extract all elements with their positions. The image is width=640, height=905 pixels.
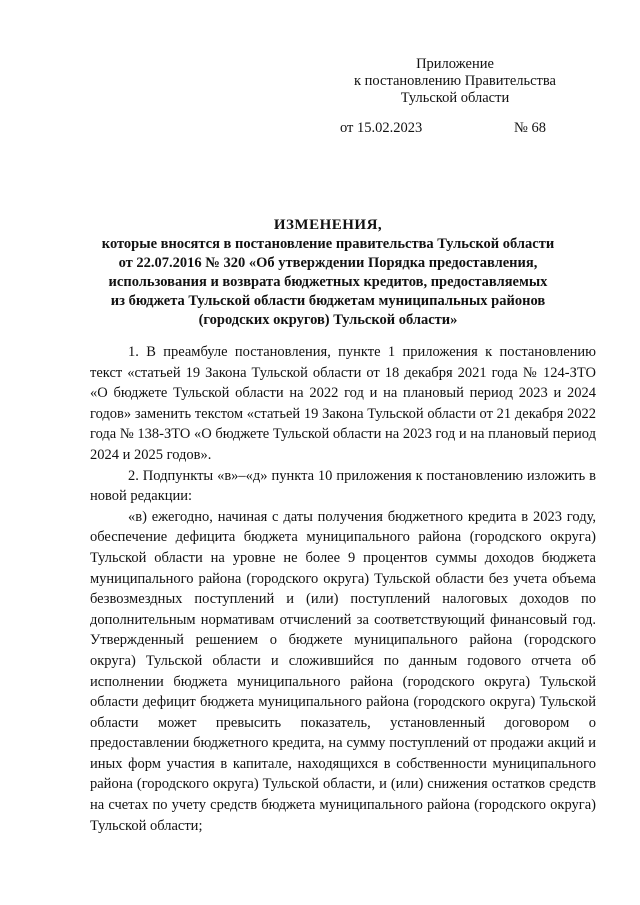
appendix-header xyxy=(330,56,580,107)
title-line-3: использования и возврата бюджетных кредитов, предоставляемых xyxy=(108,274,548,290)
title-line-5: (городских округов) Тульской области» xyxy=(198,312,458,328)
document-number: № 68 xyxy=(514,120,546,136)
body-paragraph-1: 1. В преамбуле постановления, пункте 1 приложения к постановлению текст «статьей 19 Закона Тульской области от 18 декабря 2021 года № 124-ЗТО «О бюджете Тульской области на 2022 год и на плановый период 2023 и 2024 годов» заменить текстом «статьей 19 Закона Тульской области от 21 декабря 2022 года № 138-ЗТО «О бюджете Тульской области на 2023 год и на плановый период 2024 и 2025 годов». xyxy=(90,344,596,463)
body-paragraph-2: 2. Подпункты «в»–«д» пункта 10 приложения к постановлению изложить в новой редакции: xyxy=(90,467,596,505)
appendix-line-1: Приложение xyxy=(416,56,494,72)
document-body xyxy=(90,342,596,836)
body-paragraph-3: «в) ежегодно, начиная с даты получения бюджетного кредита в 2023 году, обеспечение дефицита бюджета муниципального района (городского округа) Тульской области на уровне не более 9 процентов суммы доходов бюджета муниципального района (городского округа) Тульской области без учета объема безвозмездных поступлений и (или) поступлений налоговых доходов по дополнительным нормативам отчислений за соответствующий финансовый год. Утвержденный решением о бюджете муниципального района (городского округа) Тульской области и сложившийся по данным годового отчета об исполнении бюджета муниципального района (городского округа) Тульской области дефицит бюджета муниципального района (городского округа) Тульской области может превысить показатель, установленный договором о предоставлении бюджетного кредита, на сумму поступлений от продажи акций и иных форм участия в капитале, находящихся в собственности муниципального района (городского округа) Тульской области, и (или) снижения остатков средств на счетах по учету средств бюджета муниципального района (городского округа) Тульской области; xyxy=(90,508,596,834)
appendix-line-2: к постановлению Правительства xyxy=(354,73,556,89)
document-date: от 15.02.2023 xyxy=(340,120,423,136)
appendix-line-3: Тульской области xyxy=(400,90,510,106)
document-title xyxy=(88,216,568,330)
title-line-2: от 22.07.2016 № 320 «Об утверждении Порядка предоставления, xyxy=(118,255,538,271)
title-line-4: из бюджета Тульской области бюджетам муниципальных районов xyxy=(110,293,546,309)
title-heading: ИЗМЕНЕНИЯ, xyxy=(273,217,383,233)
title-line-1: которые вносятся в постановление правительства Тульской области xyxy=(101,236,555,252)
